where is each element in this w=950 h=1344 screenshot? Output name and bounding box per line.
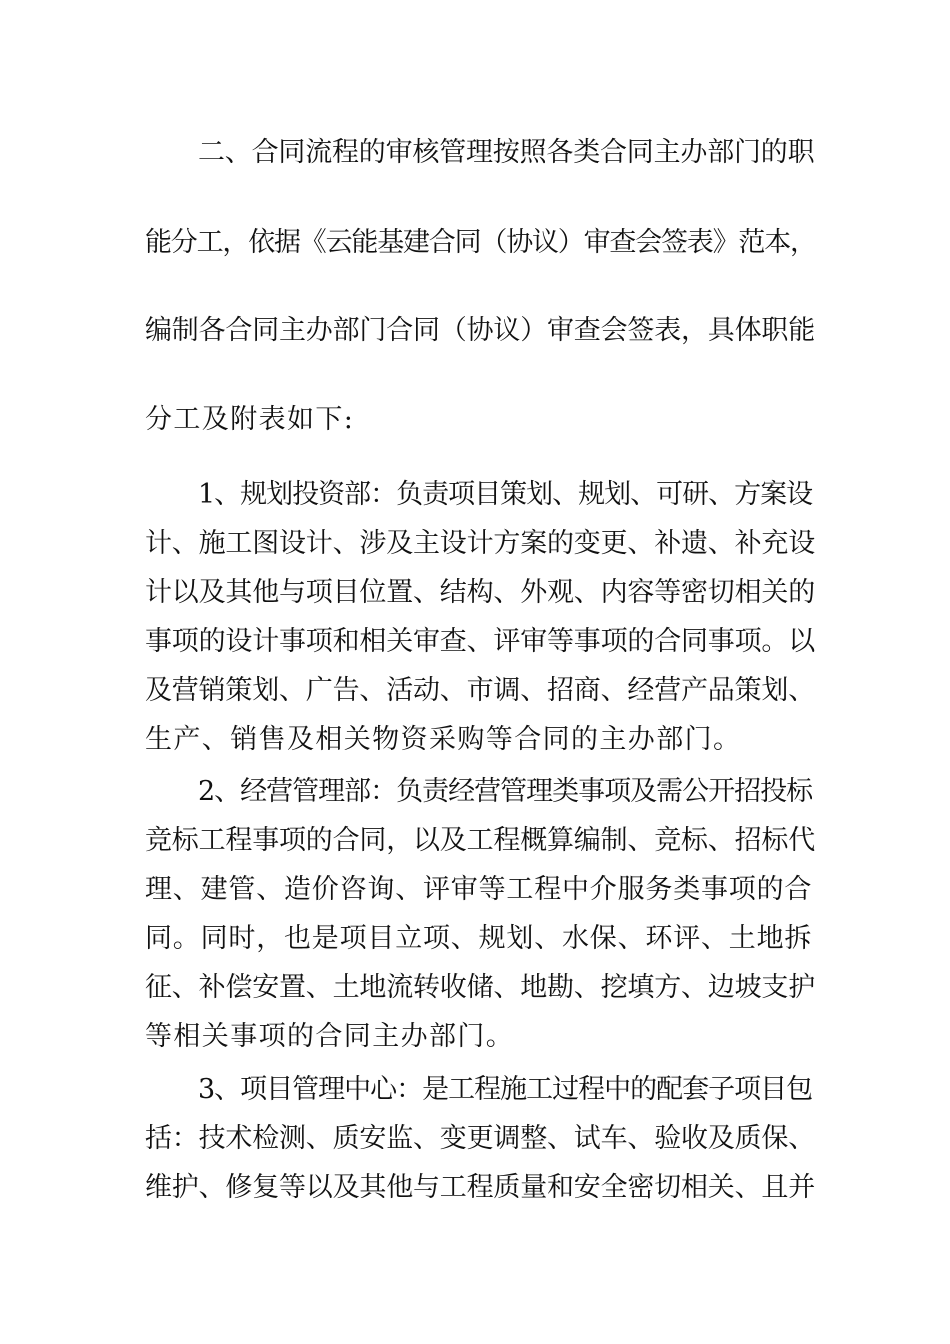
item1-line-2: 计、施工图设计、涉及主设计方案的变更、补遗、补充设	[145, 528, 815, 559]
item1-line-1: 1、规划投资部：负责项目策划、规划、可研、方案设	[198, 479, 813, 510]
intro-line-2: 能分工，依据《云能基建合同（协议）审查会签表》范本，	[145, 227, 816, 258]
item1-line-5: 及营销策划、广告、活动、市调、招商、经营产品策划、	[145, 675, 815, 706]
item3-line-2: 括：技术检测、质安监、变更调整、试车、验收及质保、	[145, 1123, 815, 1154]
item2-line-5: 征、补偿安置、土地流转收储、地勘、挖填方、边坡支护	[145, 972, 815, 1003]
item2-line-2: 竞标工程事项的合同，以及工程概算编制、竞标、招标代	[145, 825, 815, 856]
item1-line-3: 计以及其他与项目位置、结构、外观、内容等密切相关的	[145, 577, 815, 608]
item2-line-1: 2、经营管理部：负责经营管理类事项及需公开招投标	[198, 776, 813, 807]
item1-line-4: 事项的设计事项和相关审查、评审等事项的合同事项。以	[145, 626, 815, 657]
intro-line-1: 二、合同流程的审核管理按照各类合同主办部门的职	[198, 137, 815, 168]
intro-line-4: 分工及附表如下:	[145, 404, 355, 435]
intro-line-3: 编制各合同主办部门合同（协议）审查会签表，具体职能	[145, 315, 815, 346]
item2-line-4: 同。同时，也是项目立项、规划、水保、环评、土地拆	[145, 923, 813, 954]
item1-line-6: 生产、销售及相关物资采购等合同的主办部门。	[145, 724, 742, 755]
item2-line-6: 等相关事项的合同主办部门。	[145, 1021, 515, 1052]
item3-line-3: 维护、修复等以及其他与工程质量和安全密切相关、且并	[145, 1172, 815, 1203]
item2-line-3: 理、建管、造价咨询、评审等工程中介服务类事项的合	[145, 874, 813, 905]
item3-line-1: 3、项目管理中心：是工程施工过程中的配套子项目包	[198, 1074, 813, 1105]
